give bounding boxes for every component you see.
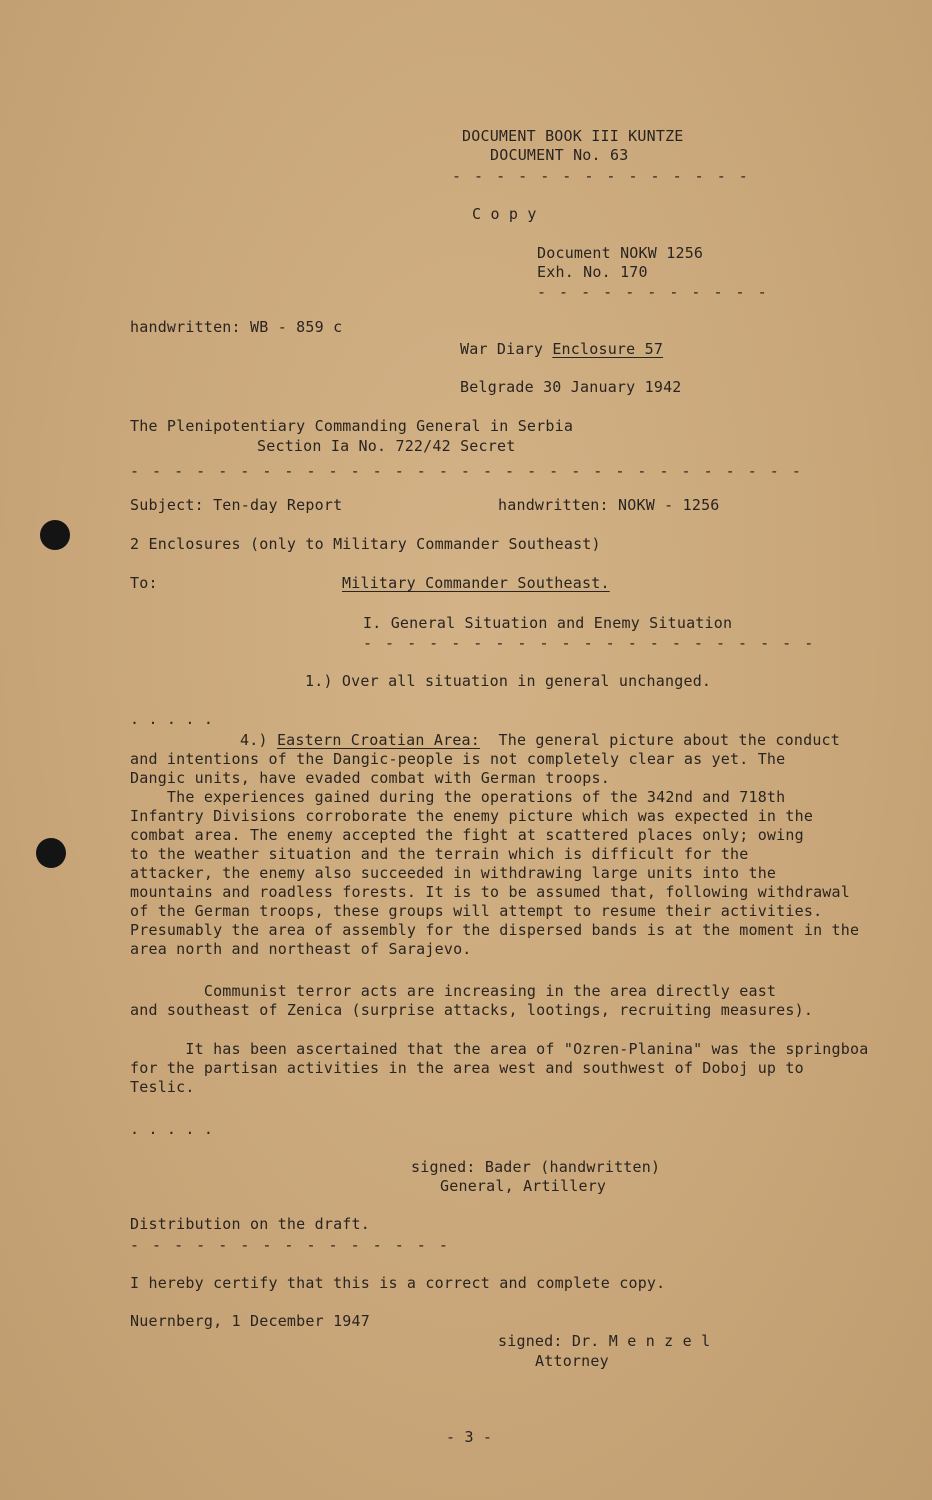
distribution-line: Distribution on the draft. <box>130 1215 370 1233</box>
separator: - - - - - - - - - - - - - - - - - - - - - <box>363 634 816 652</box>
paragraph-line: to the weather situation and the terrain which is difficult for the <box>130 845 749 863</box>
to-recipient: Military Commander Southeast. <box>342 574 610 592</box>
punch-hole <box>36 838 66 868</box>
paragraph-line: area north and northeast of Sarajevo. <box>130 940 472 958</box>
paragraph-line: for the partisan activities in the area west and southwest of Doboj up to <box>130 1059 804 1077</box>
paragraph-line: Presumably the area of assembly for the dispersed bands is at the moment in the <box>130 921 860 939</box>
paragraph-operations <box>130 788 900 959</box>
separator: - - - - - - - - - - - <box>537 283 769 301</box>
page-number: - 3 - <box>446 1428 493 1446</box>
document-book-title: DOCUMENT BOOK III KUNTZE <box>462 127 684 145</box>
paragraph-line: Teslic. <box>130 1078 195 1096</box>
date-place: Belgrade 30 January 1942 <box>460 378 682 396</box>
copy-label: C o p y <box>472 205 537 223</box>
point-4-text: Dangic units, have evaded combat with German troops. <box>130 769 610 787</box>
paragraph-line: It has been ascertained that the area of "Ozren-Planina" was the springboa <box>130 1040 869 1058</box>
sender-line: The Plenipotentiary Commanding General in Serbia <box>130 417 574 435</box>
point-4-heading <box>240 731 840 750</box>
nokw-number: Document NOKW 1256 <box>537 244 704 262</box>
document-number: DOCUMENT No. 63 <box>490 146 629 164</box>
separator: - - - - - - - - - - - - - - - - - - - - - - - - - - - - - - - <box>130 462 803 480</box>
handwritten-reference: handwritten: WB - 859 c <box>130 318 343 336</box>
sender-section: Section Ia No. 722/42 Secret <box>257 437 516 455</box>
paragraph-line: mountains and roadless forests. It is to be assumed that, following withdrawal <box>130 883 850 901</box>
paragraph-line: of the German troops, these groups will attempt to resume their activities. <box>130 902 823 920</box>
separator: - - - - - - - - - - - - - - <box>452 167 750 185</box>
point-4-text: and intentions of the Dangic-people is not completely clear as yet. The <box>130 750 786 768</box>
paragraph-ozren <box>130 1040 900 1097</box>
paragraph-line: combat area. The enemy accepted the fight at scattered places only; owing <box>130 826 804 844</box>
ellipsis: . . . . . <box>130 710 214 728</box>
paragraph-line: Communist terror acts are increasing in the area directly east <box>130 982 777 1000</box>
signature-menzel-title: Attorney <box>535 1352 609 1370</box>
exhibit-number: Exh. No. 170 <box>537 263 648 281</box>
separator: - - - - - - - - - - - - - - - <box>130 1236 450 1254</box>
to-label: To: <box>130 574 158 592</box>
point-4-text: The general picture about the conduct <box>498 731 841 749</box>
paragraph-communist <box>130 982 900 1020</box>
section-heading: I. General Situation and Enemy Situation <box>363 614 733 632</box>
enclosures-line: 2 Enclosures (only to Military Commander Southeast) <box>130 535 601 553</box>
subject-line: Subject: Ten-day Report <box>130 496 343 514</box>
point-4-number: 4.) <box>240 731 277 749</box>
signature-bader-title: General, Artillery <box>440 1177 607 1195</box>
signature-menzel: signed: Dr. M e n z e l <box>498 1332 711 1350</box>
paragraph-line: attacker, the enemy also succeeded in withdrawing large units into the <box>130 864 777 882</box>
war-diary-prefix: War Diary <box>460 340 553 358</box>
paragraph-line: Infantry Divisions corroborate the enemy picture which was expected in the <box>130 807 814 825</box>
punch-hole <box>40 520 70 550</box>
war-diary-enclosure: Enclosure 57 <box>552 340 664 358</box>
point-4-title: Eastern Croatian Area: <box>276 731 481 749</box>
signature-bader: signed: Bader (handwritten) <box>411 1158 661 1176</box>
certification-line: I hereby certify that this is a correct and complete copy. <box>130 1274 666 1292</box>
subject-handwritten: handwritten: NOKW - 1256 <box>498 496 720 514</box>
certification-place-date: Nuernberg, 1 December 1947 <box>130 1312 370 1330</box>
ellipsis: . . . . . <box>130 1120 214 1138</box>
paragraph-line: and southeast of Zenica (surprise attacks, lootings, recruiting measures). <box>130 1001 814 1019</box>
paragraph-line: The experiences gained during the operations of the 342nd and 718th <box>130 788 786 806</box>
war-diary-line <box>460 340 663 359</box>
point-1: 1.) Over all situation in general unchanged. <box>305 672 712 690</box>
